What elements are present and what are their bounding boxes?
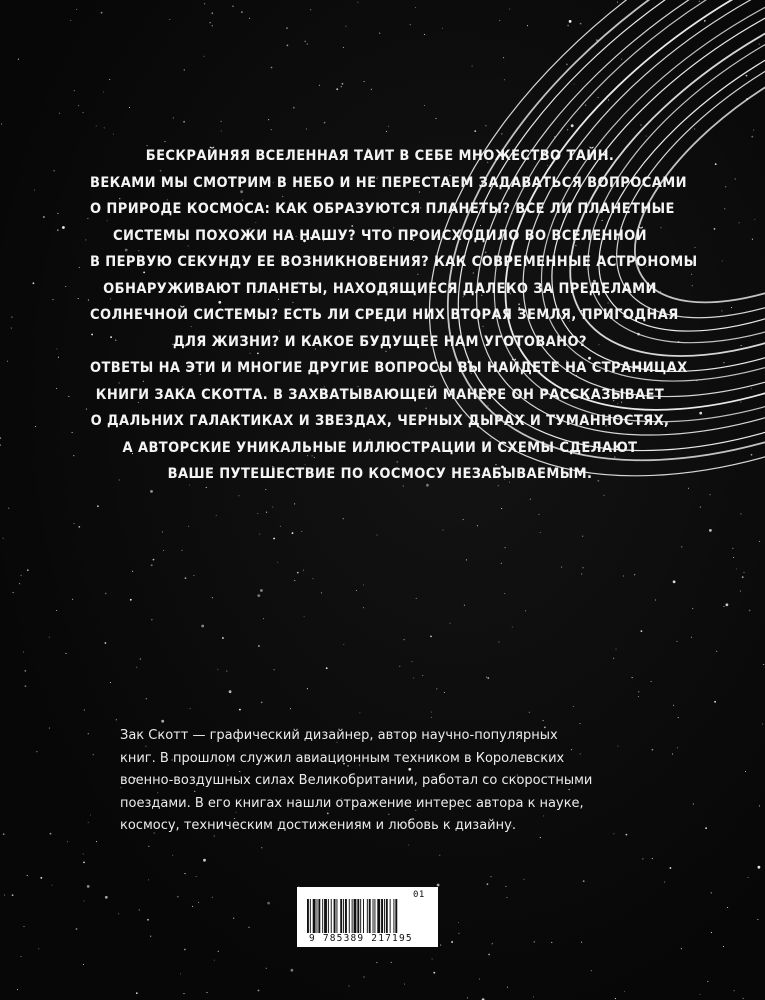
author-bio-line: космосу, техническим достижениям и любовь к дизайну.	[120, 818, 516, 833]
blurb-line: ВАШЕ ПУТЕШЕСТВИЕ ПО КОСМОСУ НЕЗАБЫВАЕМЫМ.	[167, 466, 593, 482]
author-bio-line: военно-воздушных силах Великобритании, работал со скоростными	[120, 773, 593, 788]
blurb-line: ВЕКАМИ МЫ СМОТРИМ В НЕБО И НЕ ПЕРЕСТАЕМ ЗАДАВАТЬСЯ ВОПРОСАМИ	[90, 174, 687, 191]
blurb-line: ДЛЯ ЖИЗНИ? И КАКОЕ БУДУЩЕЕ НАМ УГОТОВАНО?	[173, 333, 587, 350]
blurb-text	[90, 143, 698, 488]
blurb-line: О ПРИРОДЕ КОСМОСА: КАК ОБРАЗУЮТСЯ ПЛАНЕТЫ? ВСЕ ЛИ ПЛАНЕТНЫЕ	[90, 201, 675, 217]
blurb-line: ОБНАРУЖИВАЮТ ПЛАНЕТЫ, НАХОДЯЩИЕСЯ ДАЛЕКО ЗА ПРЕДЕЛАМИ	[103, 280, 657, 297]
barcode-suffix: 01	[413, 890, 425, 900]
author-bio	[120, 725, 640, 838]
isbn-barcode	[297, 887, 438, 947]
author-bio-line: поездами. В его книгах нашли отражение интерес автора к науке,	[120, 795, 584, 811]
blurb-line: О ДАЛЬНИХ ГАЛАКТИКАХ И ЗВЕЗДАХ, ЧЕРНЫХ ДЫРАХ И ТУМАННОСТЯХ,	[90, 413, 670, 429]
blurb-line: А АВТОРСКИЕ УНИКАЛЬНЫЕ ИЛЛЮСТРАЦИИ И СХЕМЫ СДЕЛАЮТ	[122, 439, 638, 456]
blurb-line: КНИГИ ЗАКА СКОТТА. В ЗАХВАТЫВАЮЩЕЙ МАНЕРЕ ОН РАССКАЗЫВАЕТ	[95, 386, 665, 403]
author-bio-line: Зак Скотт — графический дизайнер, автор научно-популярных	[120, 728, 558, 743]
isbn-number: 9 785389 217195	[309, 933, 413, 944]
blurb-line: ОТВЕТЫ НА ЭТИ И МНОГИЕ ДРУГИЕ ВОПРОСЫ ВЫ НАЙДЕТЕ НА СТРАНИЦАХ	[90, 360, 688, 376]
blurb-line: СИСТЕМЫ ПОХОЖИ НА НАШУ? ЧТО ПРОИСХОДИЛО ВО ВСЕЛЕННОЙ	[113, 227, 647, 244]
author-bio-line: книг. В прошлом служил авиационным техником в Королевских	[120, 750, 565, 766]
blurb-line: СОЛНЕЧНОЙ СИСТЕМЫ? ЕСТЬ ЛИ СРЕДИ НИХ ВТОРАЯ ЗЕМЛЯ, ПРИГОДНАЯ	[90, 307, 679, 323]
blurb-line: В ПЕРВУЮ СЕКУНДУ ЕЕ ВОЗНИКНОВЕНИЯ? КАК СОВРЕМЕННЫЕ АСТРОНОМЫ	[90, 254, 698, 270]
blurb-line: БЕСКРАЙНЯЯ ВСЕЛЕННАЯ ТАИТ В СЕБЕ МНОЖЕСТВО ТАЙН.	[145, 148, 615, 164]
